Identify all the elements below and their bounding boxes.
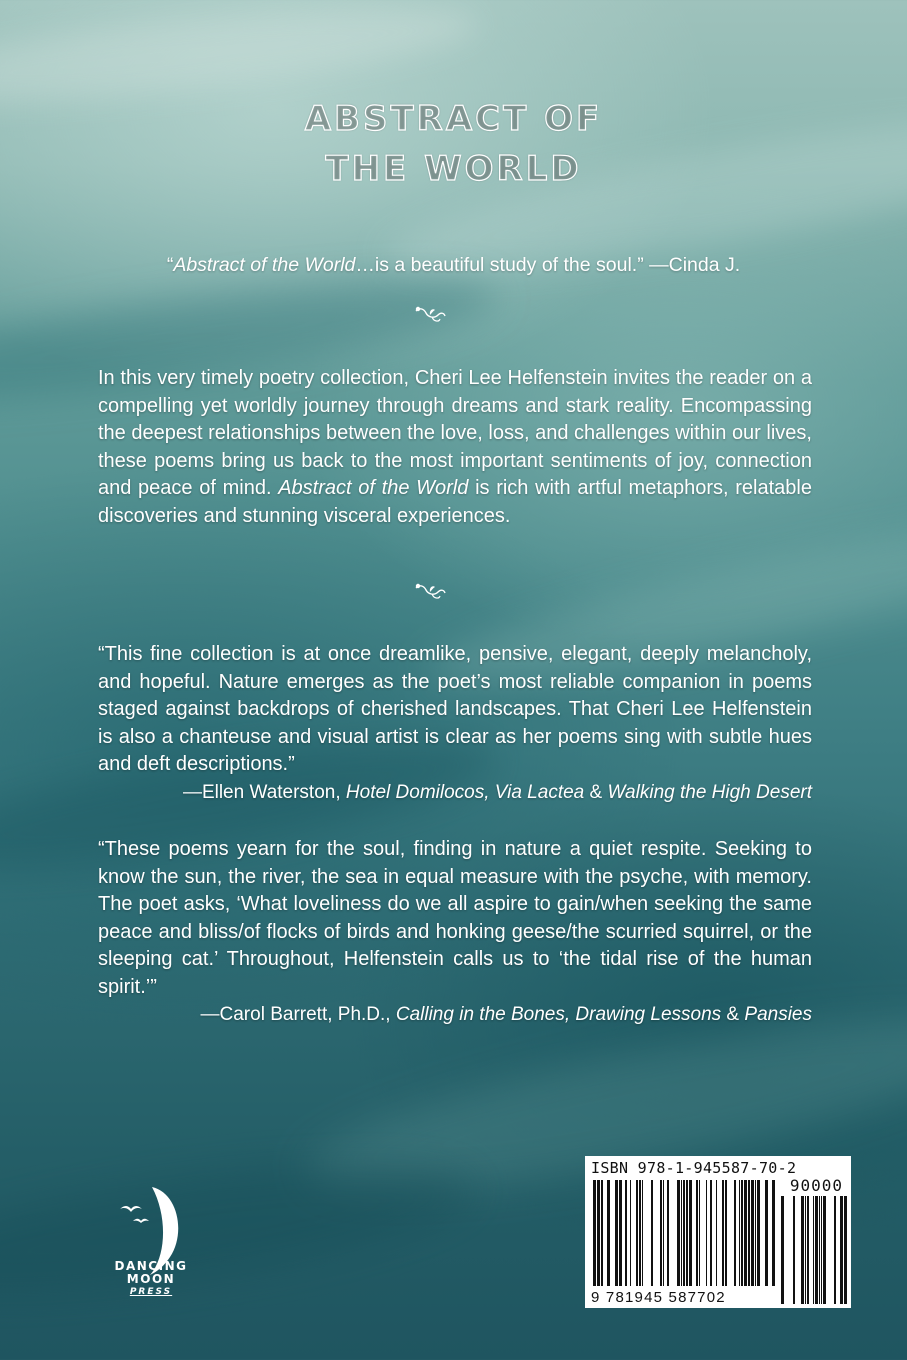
barcode-bar	[677, 1180, 680, 1286]
publisher-line-1: DANCING	[114, 1259, 188, 1273]
barcode-bar	[597, 1180, 600, 1286]
reviewer-works-amp: &	[584, 781, 608, 803]
isbn-barcode	[585, 1156, 851, 1308]
publisher-line-3: PRESS	[129, 1287, 173, 1297]
barcode-bar	[757, 1180, 760, 1286]
book-title-line-1: ABSTRACT OF	[304, 99, 603, 139]
reviewer-name: —Ellen Waterston,	[182, 781, 341, 803]
review-carol-barrett	[98, 836, 812, 1029]
price-code: 90000	[789, 1176, 843, 1195]
barcode-bar	[751, 1180, 754, 1286]
barcode-addon-bar	[793, 1196, 795, 1304]
barcode-bar	[722, 1180, 724, 1286]
top-quote-text: …is a beautiful study of the soul.” —Cinda J.	[355, 254, 741, 276]
barcode-bar	[710, 1180, 712, 1286]
barcode-bar	[716, 1180, 717, 1286]
barcode-bar	[663, 1180, 664, 1286]
barcode-bar	[741, 1180, 743, 1286]
flourish-ornament-icon	[412, 303, 448, 325]
barcode-bar	[625, 1180, 627, 1286]
barcode-bar	[630, 1180, 631, 1286]
barcode-bar	[689, 1180, 692, 1286]
brush-streak	[0, 1139, 484, 1322]
barcode-bar	[696, 1180, 698, 1286]
review-attribution	[98, 1001, 812, 1029]
barcode-bar	[683, 1180, 685, 1286]
book-title	[0, 94, 907, 194]
reviewer-works: Hotel Domilocos, Via Lactea	[345, 781, 585, 803]
reviewer-name: —Carol Barrett, Ph.D.,	[200, 1004, 396, 1025]
barcode-bar	[636, 1180, 638, 1286]
book-description	[98, 365, 812, 530]
barcode-bar	[681, 1180, 682, 1286]
barcode-addon-bar	[819, 1196, 820, 1304]
barcode-bar	[748, 1180, 750, 1286]
barcode-bar	[739, 1180, 740, 1286]
description-title: Abstract of the World	[278, 477, 469, 499]
review-ellen-waterston	[98, 641, 812, 806]
top-quote	[0, 254, 907, 277]
barcode-addon-bar	[805, 1196, 806, 1304]
barcode-bar	[601, 1180, 603, 1286]
review-text: “These poems yearn for the soul, finding in nature a quiet respite. Seeking to know the sun, the river, the sea in equal measure with the psyche, with memory. The poet asks, ‘What loveliness do we all aspire to gain/when seeking the same peace and bliss/of flocks of birds and honking geese/the scurried squirrel, or the sleeping cat.’ Throughout, Helfenstein calls us to ‘the tidal rise of the human spirit.’”	[98, 838, 812, 998]
barcode-bar	[706, 1180, 707, 1286]
flourish-ornament-icon	[412, 580, 448, 602]
barcode-addon-bar	[823, 1196, 826, 1304]
publisher-name	[96, 1260, 206, 1299]
reviewer-works: Calling in the Bones, Drawing Lessons	[395, 1004, 722, 1025]
reviewer-works-amp: &	[721, 1004, 745, 1025]
review-attribution	[98, 779, 812, 807]
barcode-bar	[725, 1180, 727, 1286]
reviewer-work-last: Pansies	[744, 1004, 812, 1025]
barcode-bar	[642, 1180, 643, 1286]
publisher-line-2: MOON	[126, 1272, 176, 1286]
barcode-addon-bar	[834, 1196, 836, 1304]
barcode-bar	[755, 1180, 756, 1286]
description-part-1: In this very timely poetry collection, Cheri Lee Helfenstein invites the reader on a compelling yet worldly journey through dreams and stark reality. Encompassing the deepest relationships between the love, loss, and challenges within our lives, these poems bring us back to the most important sentiments of joy, connection and peace of mind.	[98, 367, 812, 499]
barcode-addon-bar	[801, 1196, 804, 1304]
barcode-bar	[765, 1180, 768, 1286]
barcode-bar	[667, 1180, 669, 1286]
isbn-digits: 9 781945 587702	[591, 1289, 726, 1306]
barcode-bar	[619, 1180, 622, 1286]
barcode-bar	[734, 1180, 736, 1286]
barcode-bar	[772, 1180, 775, 1286]
barcode-bar	[686, 1180, 688, 1286]
barcode-addon-bar	[844, 1196, 847, 1304]
book-title-line-2: THE WORLD	[325, 149, 582, 189]
barcode-addon-bar	[840, 1196, 843, 1304]
barcode-bar	[660, 1180, 662, 1286]
barcode-bar	[607, 1180, 610, 1286]
barcode-bar	[615, 1180, 618, 1286]
description-part-2: is rich with artful metaphors, relatable discoveries and stunning visceral experiences.	[98, 477, 812, 527]
review-text: “This fine collection is at once dreamlike, pensive, elegant, deeply melancholy, and hopeful. Nature emerges as the poet’s most reliable companion in poems staged against backdrops of cherished landscapes. That Cheri Lee Helfenstein is also a chanteuse and visual artist is clear as her poems sing with subtle hues and deft descriptions.”	[98, 643, 812, 775]
top-quote-title: Abstract of the World	[173, 254, 356, 276]
isbn-label: ISBN 978-1-945587-70-2	[591, 1159, 797, 1177]
barcode-bar	[639, 1180, 641, 1286]
barcode-addon-bar	[815, 1196, 818, 1304]
reviewer-work-last: Walking the High Desert	[607, 781, 812, 803]
barcode-bar	[744, 1180, 747, 1286]
barcode-bar	[593, 1180, 596, 1286]
barcode-bar	[651, 1180, 653, 1286]
barcode-addon-bar	[813, 1196, 814, 1304]
barcode-bar	[699, 1180, 700, 1286]
barcode-addon-bar	[807, 1196, 809, 1304]
barcode-addon-bar	[781, 1196, 784, 1304]
barcode-addon-bar	[821, 1196, 822, 1304]
top-quote-open: “	[166, 254, 174, 276]
